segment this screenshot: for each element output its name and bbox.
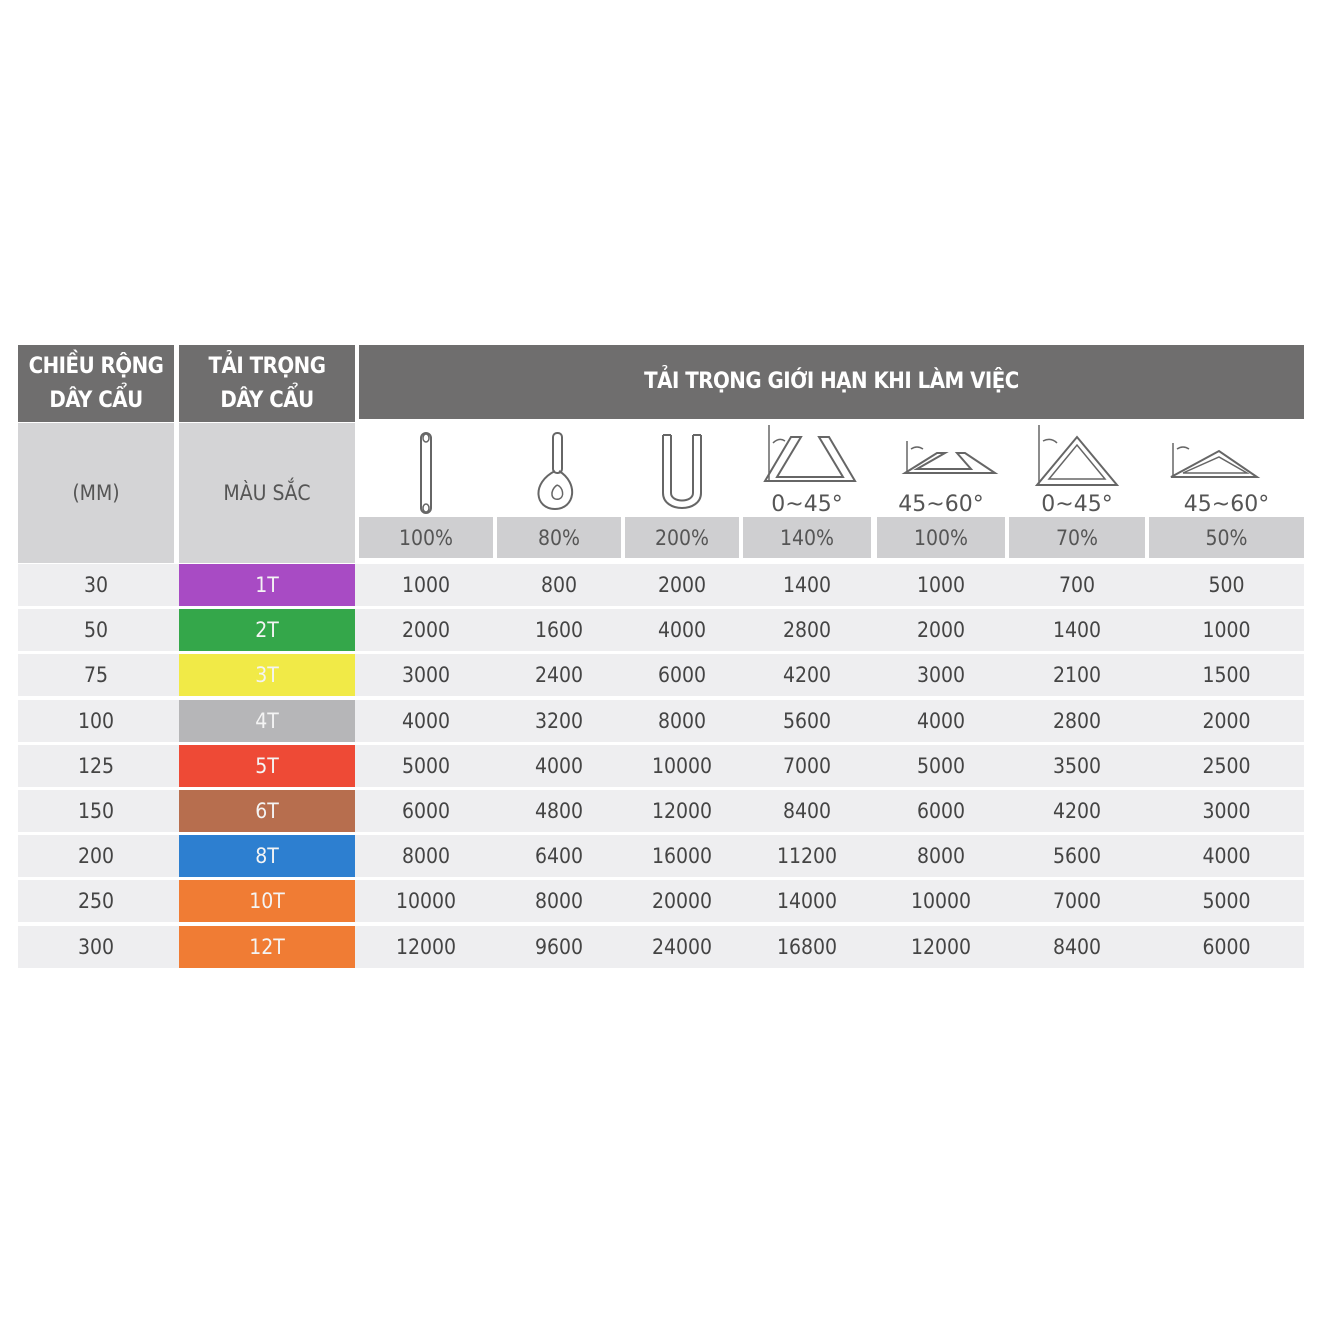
width-value: 30	[83, 573, 109, 597]
load-value: 6000	[657, 663, 707, 687]
mode-vertical	[359, 423, 493, 517]
subheader-color	[179, 423, 355, 563]
load-value: 8400	[1052, 935, 1102, 959]
load-value: 3000	[916, 663, 966, 687]
mode-percent-3	[625, 517, 739, 558]
mode-angle-6: 0~45°	[1041, 492, 1113, 517]
load-value: 1400	[1052, 618, 1102, 642]
load-value: 2000	[916, 618, 966, 642]
mode-basket-wide-angle	[877, 423, 1005, 517]
load-value: 4000	[916, 709, 966, 733]
load-value: 8400	[782, 799, 832, 823]
header-load	[179, 345, 355, 422]
load-value: 10000	[395, 889, 457, 913]
percent-value: 200%	[654, 525, 709, 550]
color-swatch: 3T	[179, 654, 355, 696]
header-main-title: TẢI TRỌNG GIỚI HẠN KHI LÀM VIỆC	[644, 369, 1019, 394]
load-value: 800	[540, 573, 578, 597]
load-value: 4000	[401, 709, 451, 733]
header-width-line2: DÂY CẨU	[49, 387, 143, 413]
load-value: 5000	[401, 754, 451, 778]
load-value: 12000	[395, 935, 457, 959]
load-value: 4000	[657, 618, 707, 642]
load-value: 2400	[534, 663, 584, 687]
percent-value: 100%	[398, 525, 453, 550]
color-swatch: 2T	[179, 609, 355, 651]
mode-percent-5	[877, 517, 1005, 558]
color-swatch: 12T	[179, 926, 355, 968]
load-value: 3500	[1052, 754, 1102, 778]
mode-two-leg-wide	[1149, 423, 1304, 517]
load-value: 1000	[1202, 618, 1251, 642]
mode-percent-4	[743, 517, 871, 558]
load-value: 14000	[776, 889, 838, 913]
load-value: 1500	[1202, 663, 1251, 687]
width-value: 300	[77, 935, 115, 959]
color-swatch: 6T	[179, 790, 355, 832]
load-value: 6000	[401, 799, 451, 823]
header-load-line2: DÂY CẨU	[220, 387, 314, 413]
load-value: 5600	[1052, 844, 1102, 868]
load-value: 4000	[534, 754, 584, 778]
load-value: 3200	[534, 709, 584, 733]
width-value: 75	[83, 663, 109, 687]
load-value: 7000	[1052, 889, 1102, 913]
load-value: 2800	[782, 618, 832, 642]
load-value: 1000	[916, 573, 966, 597]
load-value: 11200	[776, 844, 838, 868]
percent-value: 70%	[1056, 525, 1098, 550]
color-swatch: 5T	[179, 745, 355, 787]
load-value: 12000	[910, 935, 972, 959]
mode-percent-6	[1009, 517, 1145, 558]
load-value: 8000	[916, 844, 966, 868]
load-value: 24000	[651, 935, 713, 959]
unit-label: (MM)	[72, 481, 120, 505]
load-value: 8000	[657, 709, 707, 733]
load-value: 8000	[401, 844, 451, 868]
mode-basket-angle	[743, 423, 871, 517]
width-value: 200	[77, 844, 115, 868]
load-value: 1600	[534, 618, 584, 642]
load-value: 4200	[782, 663, 832, 687]
load-value: 3000	[401, 663, 451, 687]
subheader-unit	[18, 423, 174, 563]
load-value: 4000	[1202, 844, 1251, 868]
load-value: 16800	[776, 935, 838, 959]
load-value: 5600	[782, 709, 832, 733]
load-value: 2000	[657, 573, 707, 597]
color-swatch: 8T	[179, 835, 355, 877]
load-value: 8000	[534, 889, 584, 913]
color-swatch: 4T	[179, 700, 355, 742]
load-value: 2800	[1052, 709, 1102, 733]
header-working-load-limit	[359, 345, 1304, 419]
percent-value: 50%	[1205, 525, 1248, 550]
load-value: 2100	[1052, 663, 1102, 687]
load-value: 4800	[534, 799, 584, 823]
width-value: 150	[77, 799, 115, 823]
mode-basket	[625, 423, 739, 517]
load-value: 4200	[1052, 799, 1102, 823]
load-value: 6000	[1202, 935, 1251, 959]
load-value: 3000	[1202, 799, 1251, 823]
load-value: 5000	[916, 754, 966, 778]
width-value: 250	[77, 889, 115, 913]
percent-value: 140%	[779, 525, 834, 550]
load-value: 10000	[651, 754, 713, 778]
load-value: 2000	[1202, 709, 1251, 733]
load-value: 12000	[651, 799, 713, 823]
percent-value: 100%	[913, 525, 968, 550]
mode-percent-7	[1149, 517, 1304, 558]
load-value: 700	[1058, 573, 1096, 597]
load-value: 500	[1208, 573, 1245, 597]
color-label: MÀU SẮC	[223, 481, 311, 505]
load-value: 7000	[782, 754, 832, 778]
mode-angle-4: 0~45°	[771, 492, 843, 517]
load-value: 6400	[534, 844, 584, 868]
choker-sling-icon	[497, 423, 621, 517]
basket-sling-icon	[625, 423, 739, 517]
header-load-line1: TẢI TRỌNG	[208, 353, 326, 379]
header-width-line1: CHIỀU RỘNG	[28, 353, 164, 379]
mode-two-leg	[1009, 423, 1145, 517]
load-value: 1400	[782, 573, 832, 597]
load-value: 20000	[651, 889, 713, 913]
width-value: 125	[77, 754, 115, 778]
load-value: 6000	[916, 799, 966, 823]
color-swatch: 1T	[179, 564, 355, 606]
color-swatch: 10T	[179, 880, 355, 922]
load-value: 16000	[651, 844, 713, 868]
width-value: 50	[83, 618, 109, 642]
header-width	[18, 345, 174, 422]
mode-angle-7: 45~60°	[1183, 492, 1270, 517]
mode-angle-5: 45~60°	[898, 492, 984, 517]
width-value: 100	[77, 709, 115, 733]
mode-choker	[497, 423, 621, 517]
load-value: 5000	[1202, 889, 1251, 913]
load-value: 1000	[401, 573, 451, 597]
load-value: 2000	[401, 618, 451, 642]
percent-value: 80%	[538, 525, 580, 550]
load-value: 10000	[910, 889, 972, 913]
load-value: 2500	[1202, 754, 1251, 778]
load-chart-table	[18, 345, 1304, 969]
vertical-sling-icon	[359, 423, 493, 517]
mode-percent-1	[359, 517, 493, 558]
mode-percent-2	[497, 517, 621, 558]
load-value: 9600	[534, 935, 584, 959]
